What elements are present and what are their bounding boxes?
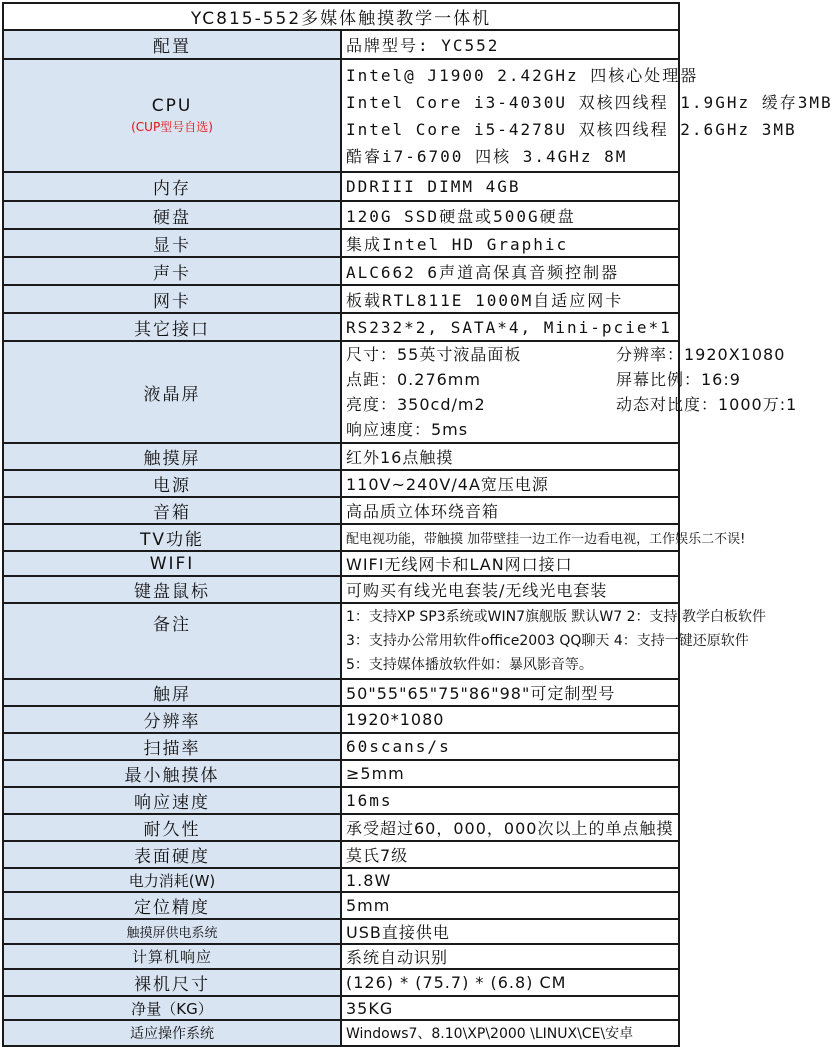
row-value-ports: RS232*2, SATA*4, Mini-pcie*1 [341,313,679,341]
row-label-disk: 硬盘 [3,201,341,229]
table-row [3,868,679,892]
table-row [3,892,679,919]
cpu-option: Intel Core i3-4030U 双核四线程 1.9GHz 缓存3MB [346,92,833,112]
table-row [3,341,679,443]
lcd-response: 响应速度：5ms [346,420,469,439]
spec-sheet [2,2,833,1047]
table-row [3,919,679,944]
row-label-hardness: 表面硬度 [3,841,341,868]
note-line: 3：支持办公常用软件office2003 QQ聊天 4：支持一键还原软件 [346,633,749,649]
row-label-res: 分辨率 [3,706,341,733]
row-label-gpu: 显卡 [3,229,341,257]
row-value-config: 品牌型号: YC552 [341,30,679,59]
table-row [3,996,679,1020]
row-value-tv: 配电视功能，带触摸 加带壁挂一边工作一边看电视，工作娱乐二不误! [341,524,679,551]
table-row [3,841,679,868]
row-value-cpu [341,59,833,172]
cpu-label: CPU [151,96,193,116]
cpu-option: 酷睿i7-6700 四核 3.4GHz 8M [346,146,628,166]
table-row [3,944,679,969]
lcd-size: 尺寸：55英寸液晶面板 [346,345,522,364]
table-row [3,814,679,841]
table-row [3,733,679,760]
row-value-gpu: 集成Intel HD Graphic [341,229,679,257]
cpu-sublabel: (CUP型号自选) [131,120,213,134]
row-value-hardness: 莫氏7级 [341,841,679,868]
row-label-cpu [3,59,341,172]
row-label-ports: 其它接口 [3,313,341,341]
lcd-resolution: 分辨率：1920X1080 [616,345,786,364]
row-value-power: 110V~240V/4A宽压电源 [341,470,679,497]
cpu-option: Intel Core i5-4278U 双核四线程 2.6GHz 3MB [346,119,797,139]
row-label-weight: 净量（KG） [3,996,341,1020]
table-row [3,59,679,172]
table-row [3,201,679,229]
spec-table [2,2,833,1047]
table-row [3,524,679,551]
row-label-wifi: WIFI [3,551,341,576]
table-row [3,313,679,341]
row-label-resp-speed: 响应速度 [3,787,341,814]
cpu-option: Intel@ J1900 2.42GHz 四核心处理器 [346,65,699,85]
row-value-resp-speed: 16ms [341,787,679,814]
row-value-touch-power: USB直接供电 [341,919,679,944]
lcd-contrast: 动态对比度：1000万:1 [616,395,798,414]
row-value-disk: 120G SSD硬盘或500G硬盘 [341,201,679,229]
row-label-lcd: 液晶屏 [3,341,341,443]
row-label-os: 适应操作系统 [3,1020,341,1046]
row-value-dimensions: (126) * (75.7) * (6.8) CM [341,969,679,996]
row-value-durability: 承受超过60，000，000次以上的单点触摸 [341,814,679,841]
row-label-dimensions: 裸机尺寸 [3,969,341,996]
table-row [3,787,679,814]
row-label-pc-response: 计算机响应 [3,944,341,969]
row-label-speaker: 音箱 [3,497,341,524]
row-value-min-touch: ≥5mm [341,760,679,787]
row-label-touch-size: 触屏 [3,679,341,706]
row-label-config: 配置 [3,30,341,59]
table-row [3,603,679,679]
table-row [3,470,679,497]
row-label-sound: 声卡 [3,257,341,285]
row-value-keyboard: 可购买有线光电套装/无线光电套装 [341,576,679,603]
row-value-consumption: 1.8W [341,868,679,892]
row-label-touchscreen: 触摸屏 [3,443,341,470]
note-line: 5：支持媒体播放软件如：暴风影音等。 [346,657,593,673]
row-label-consumption: 电力消耗(W) [3,868,341,892]
table-row [3,443,679,470]
table-row [3,1020,679,1046]
row-value-sound: ALC662 6声道高保真音频控制器 [341,257,679,285]
row-value-accuracy: 5mm [341,892,679,919]
row-value-pc-response: 系统自动识别 [341,944,679,969]
row-label-scan: 扫描率 [3,733,341,760]
row-label-power: 电源 [3,470,341,497]
table-row [3,760,679,787]
row-value-scan: 60scans/s [341,733,679,760]
table-row [3,497,679,524]
row-label-keyboard: 键盘鼠标 [3,576,341,603]
table-row [3,576,679,603]
row-label-accuracy: 定位精度 [3,892,341,919]
table-row [3,30,679,59]
row-value-speaker: 高品质立体环绕音箱 [341,497,679,524]
note-line: 1：支持XP SP3系统或WIN7旗舰版 默认W7 2：支持 教学白板软件 [346,609,766,625]
row-label-notes: 备注 [3,603,341,679]
row-label-nic: 网卡 [3,285,341,313]
row-value-os: Windows7、8.10\XP\2000 \LINUX\CE\安卓 [341,1020,679,1046]
row-value-weight: 35KG [341,996,679,1020]
row-value-memory: DDRIII DIMM 4GB [341,172,679,201]
table-row [3,172,679,201]
row-value-lcd [341,341,798,443]
row-label-min-touch: 最小触摸体 [3,760,341,787]
table-row [3,285,679,313]
row-label-durability: 耐久性 [3,814,341,841]
row-value-res: 1920*1080 [341,706,679,733]
sheet-title: YC815-552多媒体触摸教学一体机 [3,3,679,30]
table-row [3,551,679,576]
row-value-touchscreen: 红外16点触摸 [341,443,679,470]
table-row [3,969,679,996]
table-row [3,679,679,706]
row-value-nic: 板载RTL811E 1000M自适应网卡 [341,285,679,313]
row-label-tv: TV功能 [3,524,341,551]
lcd-ratio: 屏幕比例：16:9 [616,370,741,389]
lcd-pitch: 点距：0.276mm [346,370,481,389]
row-label-memory: 内存 [3,172,341,201]
lcd-brightness: 亮度：350cd/m2 [346,395,486,414]
row-value-notes [341,603,766,679]
row-value-touch-size: 50"55"65"75"86"98"可定制型号 [341,679,679,706]
row-value-wifi: WIFI无线网卡和LAN网口接口 [341,551,679,576]
row-label-touch-power: 触摸屏供电系统 [3,919,341,944]
table-row [3,257,679,285]
table-row [3,229,679,257]
table-row [3,706,679,733]
